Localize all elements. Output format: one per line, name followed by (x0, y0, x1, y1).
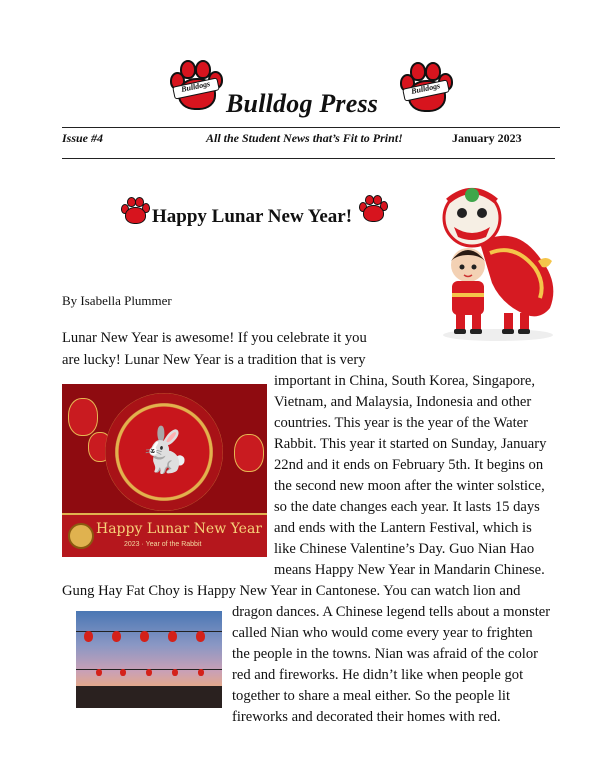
body-line: Gung Hay Fat Choy is Happy New Year in Cantonese. You can watch lion and (62, 583, 521, 599)
lunar-new-year-rabbit-image (62, 384, 267, 557)
body-line: like Chinese Valentine’s Day. Guo Nian Hao (274, 541, 535, 557)
bulldogs-paw-logo-right (398, 60, 454, 112)
body-line: and ends with the Lantern Festival, which is (274, 520, 532, 536)
body-line: 22nd and it ends on February 5th. It begins on (274, 457, 544, 473)
body-line: red and fireworks. He didn’t like when people got (232, 667, 524, 683)
masthead-rule-bottom (62, 158, 555, 159)
bulldogs-paw-logo-left (168, 58, 224, 110)
article-byline: By Isabella Plummer (62, 293, 172, 308)
coin-icon (68, 523, 94, 549)
tagline: All the Student News that’s Fit to Print! (206, 131, 403, 145)
body-line: dragon dances. A Chinese legend tells about a monster (232, 604, 551, 620)
article-headline: Happy Lunar New Year! (152, 206, 353, 227)
issue-date: January 2023 (452, 131, 522, 145)
headline-paw-right (358, 194, 388, 222)
lantern-festival-photo (76, 611, 222, 708)
body-line: Rabbit. This year it started on Sunday, January (274, 436, 547, 452)
newspaper-title: Bulldog Press (226, 89, 379, 118)
issue-number: Issue #4 (62, 131, 104, 145)
body-line: so the date changes each year. It lasts 15 days (274, 499, 540, 515)
body-line: the people in the towns. Nian was afraid of the color (232, 646, 538, 662)
rabbit-icon: 🐇 (137, 426, 192, 475)
image-banner-subtitle: 2023 · Year of the Rabbit (124, 541, 202, 548)
lion-dance-illustration (420, 183, 570, 343)
body-line: together to share a meal either. So the people lit (232, 688, 511, 704)
body-line: important in China, South Korea, Singapore, (274, 373, 536, 389)
body-line: means Happy New Year in Mandarin Chinese. (274, 562, 545, 578)
body-line: are lucky! Lunar New Year is a tradition that is very (62, 352, 366, 368)
body-line: countries. This year is the year of the Water (274, 415, 528, 431)
body-line: Vietnam, and Malaysia, Indonesia and other (274, 394, 532, 410)
masthead-rule-top (62, 127, 560, 128)
image-banner-title: Happy Lunar New Year (96, 521, 262, 537)
body-line: the second new moon after the winter solstice, (274, 478, 545, 494)
headline-paw-left (120, 196, 150, 224)
body-line: fireworks and decorated their homes with red. (232, 709, 501, 725)
logo-text: Bulldogs (180, 79, 211, 94)
body-line: called Nian who would come every year to frighten (232, 625, 533, 641)
body-line: Lunar New Year is awesome! If you celebrate it you (62, 330, 367, 346)
logo-text: Bulldogs (410, 81, 441, 96)
